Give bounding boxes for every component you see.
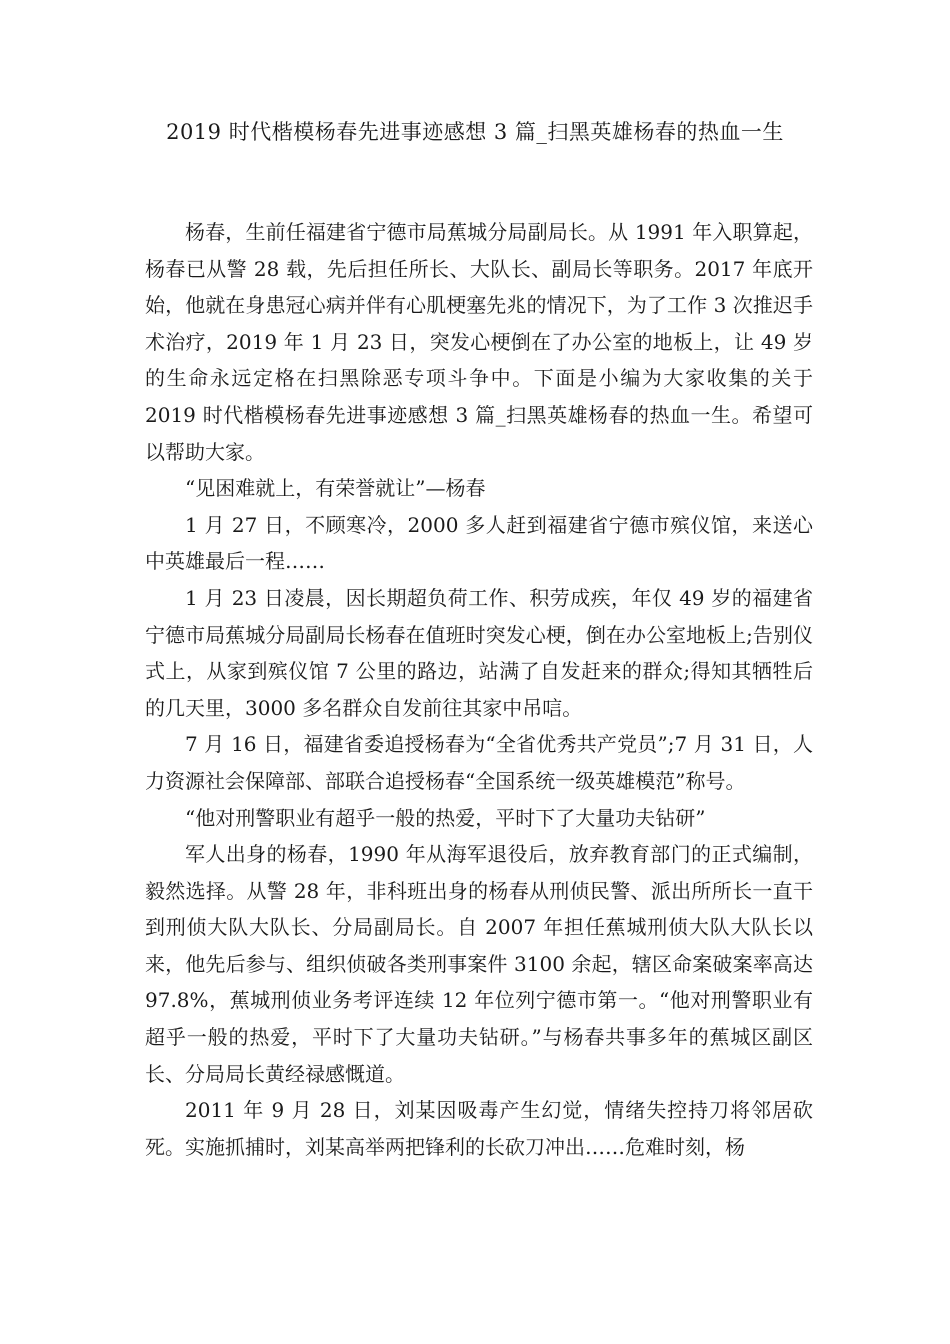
paragraph-quote-heading: “见困难就上，有荣誉就让”—杨春 [185,476,486,501]
paragraph: 1 月 27 日，不顾寒冷，2000 多人赶到福建省宁德市殡仪馆，来送心中英雄最后一程…… [145,512,813,574]
paragraph: 2011 年 9 月 28 日，刘某因吸毒产生幻觉，情绪失控持刀将邻居砍死。实施抓捕时，刘某高举两把锋利的长砍刀冲出……危难时刻，杨 [145,1098,813,1159]
paragraph: 军人出身的杨春，1990 年从海军退役后，放弃教育部门的正式编制，毅然选择。从警 28 年，非科班出身的杨春从刑侦民警、派出所所长一直干到刑侦大队大队长、分局副局长。自 2007 年担任蕉城刑侦大队大队长以来，他先后参与、组织侦破各类刑事案件 3100 余起，辖区命案破案率高达 97.8%，蕉城刑侦业务考评连续 12 年位列宁德市第一。“他对刑警职业有超乎一般的热爱，平时下了大量功夫钻研。”与杨春共事多年的蕉城区副区长、分局局长黄经禄感慨道。 [145,842,813,1086]
paragraph-quote-heading: “他对刑警职业有超乎一般的热爱，平时下了大量功夫钻研” [185,805,706,830]
paragraph: 7 月 16 日，福建省委追授杨春为“全省优秀共产党员”;7 月 31 日，人力资源社会保障部、部联合追授杨春“全国系统一级英雄模范”称号。 [145,732,813,793]
document-title: 2019 时代楷模杨春先进事迹感想 3 篇_扫黑英雄杨春的热血一生 [166,120,784,144]
document-body [145,214,813,1165]
paragraph: 1 月 23 日凌晨，因长期超负荷工作、积劳成疾，年仅 49 岁的福建省宁德市局蕉城分局副局长杨春在值班时突发心梗，倒在办公室地板上;告别仪式上，从家到殡仪馆 7 公里的路边，站满了自发赶来的群众;得知其牺牲后的几天里，3000 多名群众自发前往其家中吊唁。 [145,585,813,720]
paragraph: 杨春，生前任福建省宁德市局蕉城分局副局长。从 1991 年入职算起，杨春已从警 28 载，先后担任所长、大队长、副局长等职务。2017 年底开始，他就在身患冠心病并伴有心肌梗塞先兆的情况下，为了工作 3 次推迟手术治疗，2019 年 1 月 23 日，突发心梗倒在了办公室的地板上，让 49 岁的生命永远定格在扫黑除恶专项斗争中。下面是小编为大家收集的关于 2019 时代楷模杨春先进事迹感想 3 篇_扫黑英雄杨春的热血一生。希望可以帮助大家。 [145,220,813,464]
